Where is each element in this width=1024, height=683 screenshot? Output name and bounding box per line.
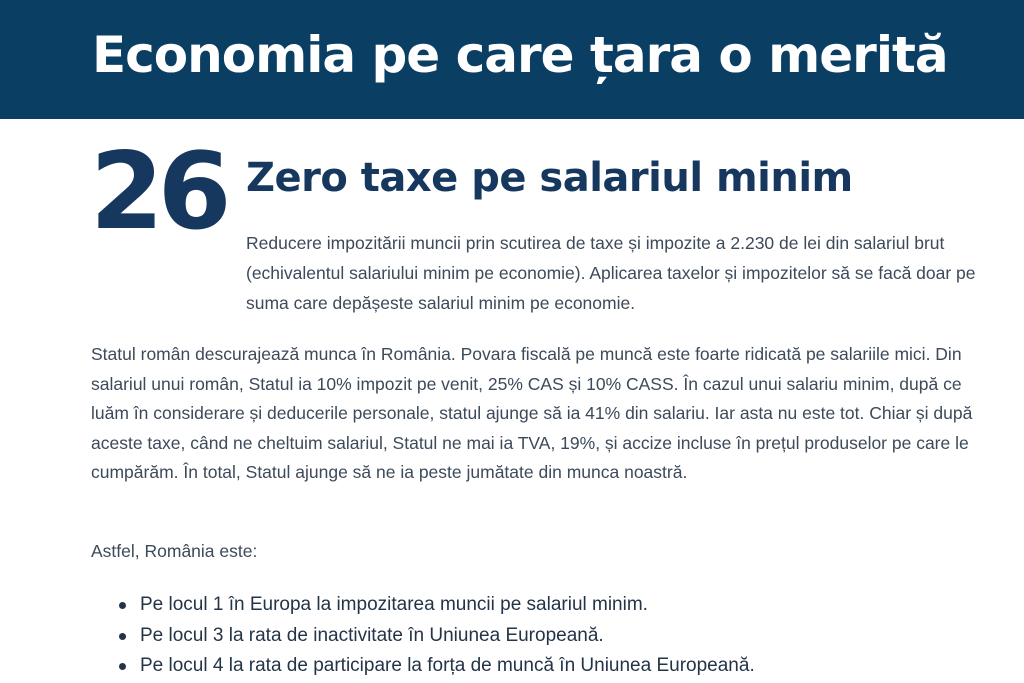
bullet-dot-icon — [119, 663, 126, 670]
bullet-item — [91, 590, 991, 621]
bullet-text: Pe locul 4 la rata de participare la forța de muncă în Uniunea Europeană. — [140, 655, 755, 676]
bullet-text: Pe locul 3 la rata de inactivitate în Uniunea Europeană. — [140, 624, 604, 646]
bullet-dot-icon — [119, 633, 126, 640]
page-header-banner — [0, 0, 1024, 119]
bullet-dot-icon — [119, 602, 126, 609]
bullet-item — [91, 651, 991, 682]
bullet-text: Pe locul 1 în Europa la impozitarea muncii pe salariul minim. — [140, 594, 648, 615]
body-paragraph: Statul român descurajează munca în România. Povara fiscală pe muncă este foarte ridicată pe salariile mici. Din salariul unui român, Statul ia 10% impozit pe venit, 25% CAS și 10% CASS. În cazul unui salariu minim, după ce luăm în considerare și deducerile personale, statul ajunge să ia 41% din salariu. Iar asta nu este tot. Chiar și după aceste taxe, când ne cheltuim salariul, Statul ne mai ia TVA, 19%, și accize incluse în prețul produselor pe care le cumpărăm. În total, Statul ajunge să ne ia peste jumătate din munca noastră. — [91, 344, 973, 482]
bullet-item — [91, 621, 991, 652]
list-intro: Astfel, România este: — [91, 541, 258, 561]
section-title: Zero taxe pe salariul minim — [246, 155, 853, 201]
bullet-list — [91, 590, 991, 682]
section-lead-paragraph: Reducere impozitării muncii prin scutirea de taxe și impozite a 2.230 de lei din salariul brut (echivalentul salariului minim pe economie). Aplicarea taxelor și impozitelor să se facă doar pe suma care depășeste salariul minim pe economie. — [246, 233, 976, 313]
page-title: Economia pe care țara o merită — [92, 26, 948, 84]
section-number: 26 — [90, 130, 226, 253]
